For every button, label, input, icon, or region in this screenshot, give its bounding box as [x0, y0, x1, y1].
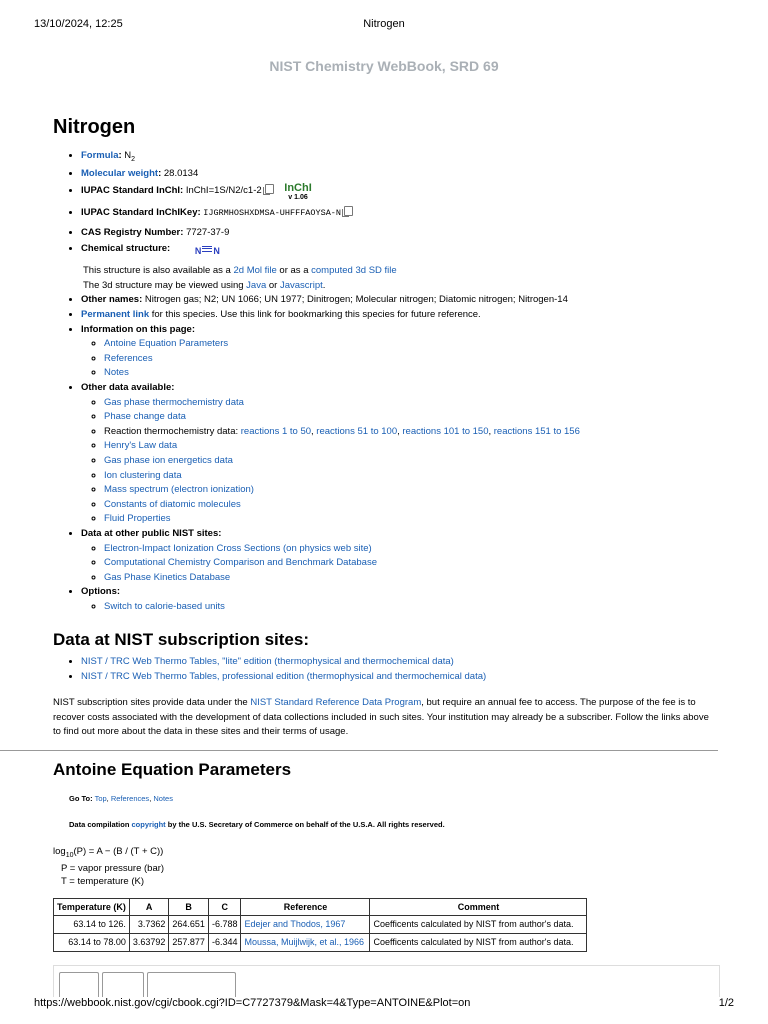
cas-value: 7727-37-9 [186, 227, 230, 239]
ref-link[interactable]: Moussa, Muijlwijk, et al., 1966 [244, 936, 365, 947]
references-link[interactable]: References [104, 352, 153, 364]
table-header-row [54, 898, 587, 916]
inchi-logo-version: v 1.06 [288, 193, 308, 201]
copy-icon[interactable] [265, 184, 274, 194]
ionization-cross-sections-link[interactable]: Electron-Impact Ionization Cross Sections (on physics web site) [104, 542, 372, 554]
cas-label: CAS Registry Number: [81, 227, 184, 239]
formula-label-link[interactable]: Formula [81, 149, 119, 161]
subscription-text: , but require an annual fee to access. The purpose of the fee is to recover costs associated with the development of data collections included in such sites. Your institution may already be a subscriber. Follow the links above to find out more about the data in these sites and their terms of usage. [53, 697, 709, 738]
ion-energetics-link[interactable]: Gas phase ion energetics data [104, 454, 233, 466]
subscription-text: NIST subscription sites provide data under the [53, 697, 251, 709]
structure-item [81, 241, 718, 256]
notes-link[interactable]: Notes [104, 367, 129, 379]
col-c: C [208, 898, 241, 916]
cell-temp: 63.14 to 78.00 [54, 933, 130, 951]
cell-comment: Coefficents calculated by NIST from author's data. [370, 916, 587, 934]
reaction-thermo-label: Reaction thermochemistry data: [104, 425, 241, 437]
inchi-item [81, 181, 718, 202]
copy-icon[interactable] [344, 206, 353, 216]
subscription-heading: Data at NIST subscription sites: [53, 629, 309, 649]
molecular-weight-value: 28.0134 [163, 168, 199, 180]
goto-references-link[interactable]: References [110, 793, 150, 803]
antoine-heading: Antoine Equation Parameters [53, 760, 292, 780]
molecular-weight-item: • Molecular weight: 28.0134 [81, 167, 718, 182]
col-temperature: Temperature (K) [54, 898, 130, 916]
note-text: This structure is also available as a [83, 265, 234, 277]
javascript-link[interactable]: Javascript [279, 279, 323, 291]
goto-notes-link[interactable]: Notes [153, 793, 173, 803]
eq-p-def: P = vapor pressure (bar) [61, 862, 165, 874]
copyright-text: Data compilation [69, 820, 132, 830]
henrys-law-link[interactable]: Henry's Law data [104, 440, 178, 452]
print-header [34, 18, 734, 32]
triple-bond [202, 246, 212, 252]
section-divider [0, 750, 718, 751]
goto-top-link[interactable]: Top [94, 793, 107, 803]
cell-c: -6.788 [208, 916, 241, 934]
col-reference: Reference [241, 898, 370, 916]
reaction-thermo-item: ◦ Reaction thermochemistry data: reactions 1 to 50, reactions 51 to 100, reactions 101 to 150, reactions 151 to 156 [104, 425, 718, 440]
cell-b: 257.877 [169, 933, 209, 951]
eq-log: log [53, 845, 66, 857]
atom-right: N [213, 245, 220, 256]
eq-t-def: T = temperature (K) [61, 875, 144, 887]
cell-b: 264.651 [169, 916, 209, 934]
structure-image [195, 244, 220, 259]
cell-a: 3.63792 [129, 933, 169, 951]
inchikey-value: IJGRMHOSHXDMSA-UHFFFAOYSA-N [203, 207, 342, 218]
reactions-101-150-link[interactable]: reactions 101 to 150 [402, 425, 489, 437]
note-text: The 3d structure may be viewed using [83, 279, 247, 291]
cccbdb-link[interactable]: Computational Chemistry Comparison and Benchmark Database [104, 557, 377, 569]
main-content [53, 116, 718, 952]
table-row [54, 933, 587, 951]
other-names-label: Other names: [81, 294, 143, 306]
print-url: https://webbook.nist.gov/cgi/cbook.cgi?ID=C7727379&Mask=4&Type=ANTOINE&Plot=on [34, 997, 471, 1009]
diatomic-constants-link[interactable]: Constants of diatomic molecules [104, 498, 241, 510]
antoine-equation [53, 845, 718, 888]
info-on-page-label: Information on this page: [81, 323, 195, 335]
other-names-item [81, 293, 718, 308]
trc-pro-link[interactable]: NIST / TRC Web Thermo Tables, professional edition (thermophysical and thermochemical data) [81, 670, 487, 682]
eq-log-base: 10 [65, 851, 74, 859]
cell-c: -6.344 [208, 933, 241, 951]
mol-file-link[interactable]: 2d Mol file [233, 265, 277, 277]
permanent-link-text: for this species. Use this link for bookmarking this species for future reference. [149, 309, 481, 321]
mass-spectrum-link[interactable]: Mass spectrum (electron ionization) [104, 484, 254, 496]
print-date: 13/10/2024, 12:25 [34, 18, 123, 30]
inchi-value: InChI=1S/N2/c1-2 [185, 184, 262, 196]
inchi-logo-icon[interactable] [284, 181, 312, 202]
public-sites-item [81, 527, 718, 585]
cell-ref [241, 916, 370, 934]
antoine-table [53, 898, 587, 952]
note-text: or [266, 279, 280, 291]
srd-program-link[interactable]: NIST Standard Reference Data Program [250, 697, 422, 709]
goto-nav: Go To: Top, References, Notes [69, 793, 173, 803]
structure-note [53, 264, 718, 293]
other-data-item [81, 381, 718, 527]
note-text: or as a [276, 265, 312, 277]
eq-formula: (P) = A − (B / (T + C)) [73, 845, 164, 857]
cell-comment: Coefficents calculated by NIST from author's data. [370, 933, 587, 951]
copyright-notice [69, 818, 718, 833]
public-sites-label: Data at other public NIST sites: [81, 527, 222, 539]
print-footer [34, 997, 734, 1009]
cell-ref [241, 933, 370, 951]
trc-lite-link[interactable]: NIST / TRC Web Thermo Tables, "lite" edition (thermophysical and thermochemical data) [81, 656, 454, 668]
copyright-link[interactable]: copyright [131, 820, 166, 830]
permanent-link-item [81, 308, 718, 323]
other-names-value: Nitrogen gas; N2; UN 1066; UN 1977; Dinitrogen; Molecular nitrogen; Diatomic nitrogen; Nitrogen-14 [144, 294, 568, 306]
options-item [81, 585, 718, 614]
reactions-151-156-link[interactable]: reactions 151 to 156 [493, 425, 580, 437]
calorie-units-link[interactable]: Switch to calorie-based units [104, 600, 225, 612]
permanent-link[interactable]: Permanent link [81, 309, 150, 321]
molecular-weight-label-link[interactable]: Molecular weight [81, 168, 159, 180]
inchikey-item [81, 206, 718, 221]
inchi-label: IUPAC Standard InChI: [81, 184, 184, 196]
gas-thermo-link[interactable]: Gas phase thermochemistry data [104, 396, 244, 408]
options-label: Options: [81, 586, 121, 598]
reactions-1-50-link[interactable]: reactions 1 to 50 [240, 425, 312, 437]
col-a: A [129, 898, 169, 916]
cell-temp: 63.14 to 126. [54, 916, 130, 934]
species-info-list-2 [53, 293, 718, 614]
info-on-page-item [81, 323, 718, 381]
col-comment: Comment [370, 898, 587, 916]
formula-subscript: 2 [131, 155, 136, 163]
species-info-list [53, 149, 718, 257]
goto-label: Go To: [69, 793, 93, 803]
structure-label: Chemical structure: [81, 242, 171, 254]
formula-item: • Formula: $N_2$ [81, 149, 718, 167]
subscription-list [53, 655, 718, 684]
subscription-paragraph [53, 696, 718, 740]
site-title[interactable]: NIST Chemistry WebBook, SRD 69 [269, 58, 499, 74]
cas-item [81, 226, 718, 241]
print-page-number: 1/2 [718, 997, 734, 1009]
antoine-link[interactable]: Antoine Equation Parameters [104, 338, 229, 350]
atom-left: N [194, 245, 202, 256]
copyright-text: by the U.S. Secretary of Commerce on behalf of the U.S.A. All rights reserved. [165, 820, 445, 830]
fluid-properties-link[interactable]: Fluid Properties [104, 513, 171, 525]
page-title: Nitrogen [53, 116, 136, 138]
ion-clustering-link[interactable]: Ion clustering data [104, 469, 182, 481]
print-title: Nitrogen [363, 18, 405, 30]
ref-link[interactable]: Edejer and Thodos, 1967 [244, 919, 346, 930]
cell-a: 3.7362 [129, 916, 169, 934]
inchi-logo-text: InChI [284, 181, 312, 194]
other-data-label: Other data available: [81, 382, 175, 394]
kinetics-db-link[interactable]: Gas Phase Kinetics Database [104, 571, 231, 583]
formula-value: N [124, 149, 132, 161]
sd-file-link[interactable]: computed 3d SD file [311, 265, 397, 277]
col-b: B [169, 898, 209, 916]
phase-change-link[interactable]: Phase change data [104, 411, 186, 423]
table-row [54, 916, 587, 934]
reactions-51-100-link[interactable]: reactions 51 to 100 [316, 425, 398, 437]
java-link[interactable]: Java [246, 279, 267, 291]
inchikey-label: IUPAC Standard InChIKey: [81, 206, 201, 218]
note-text: . [322, 279, 326, 291]
